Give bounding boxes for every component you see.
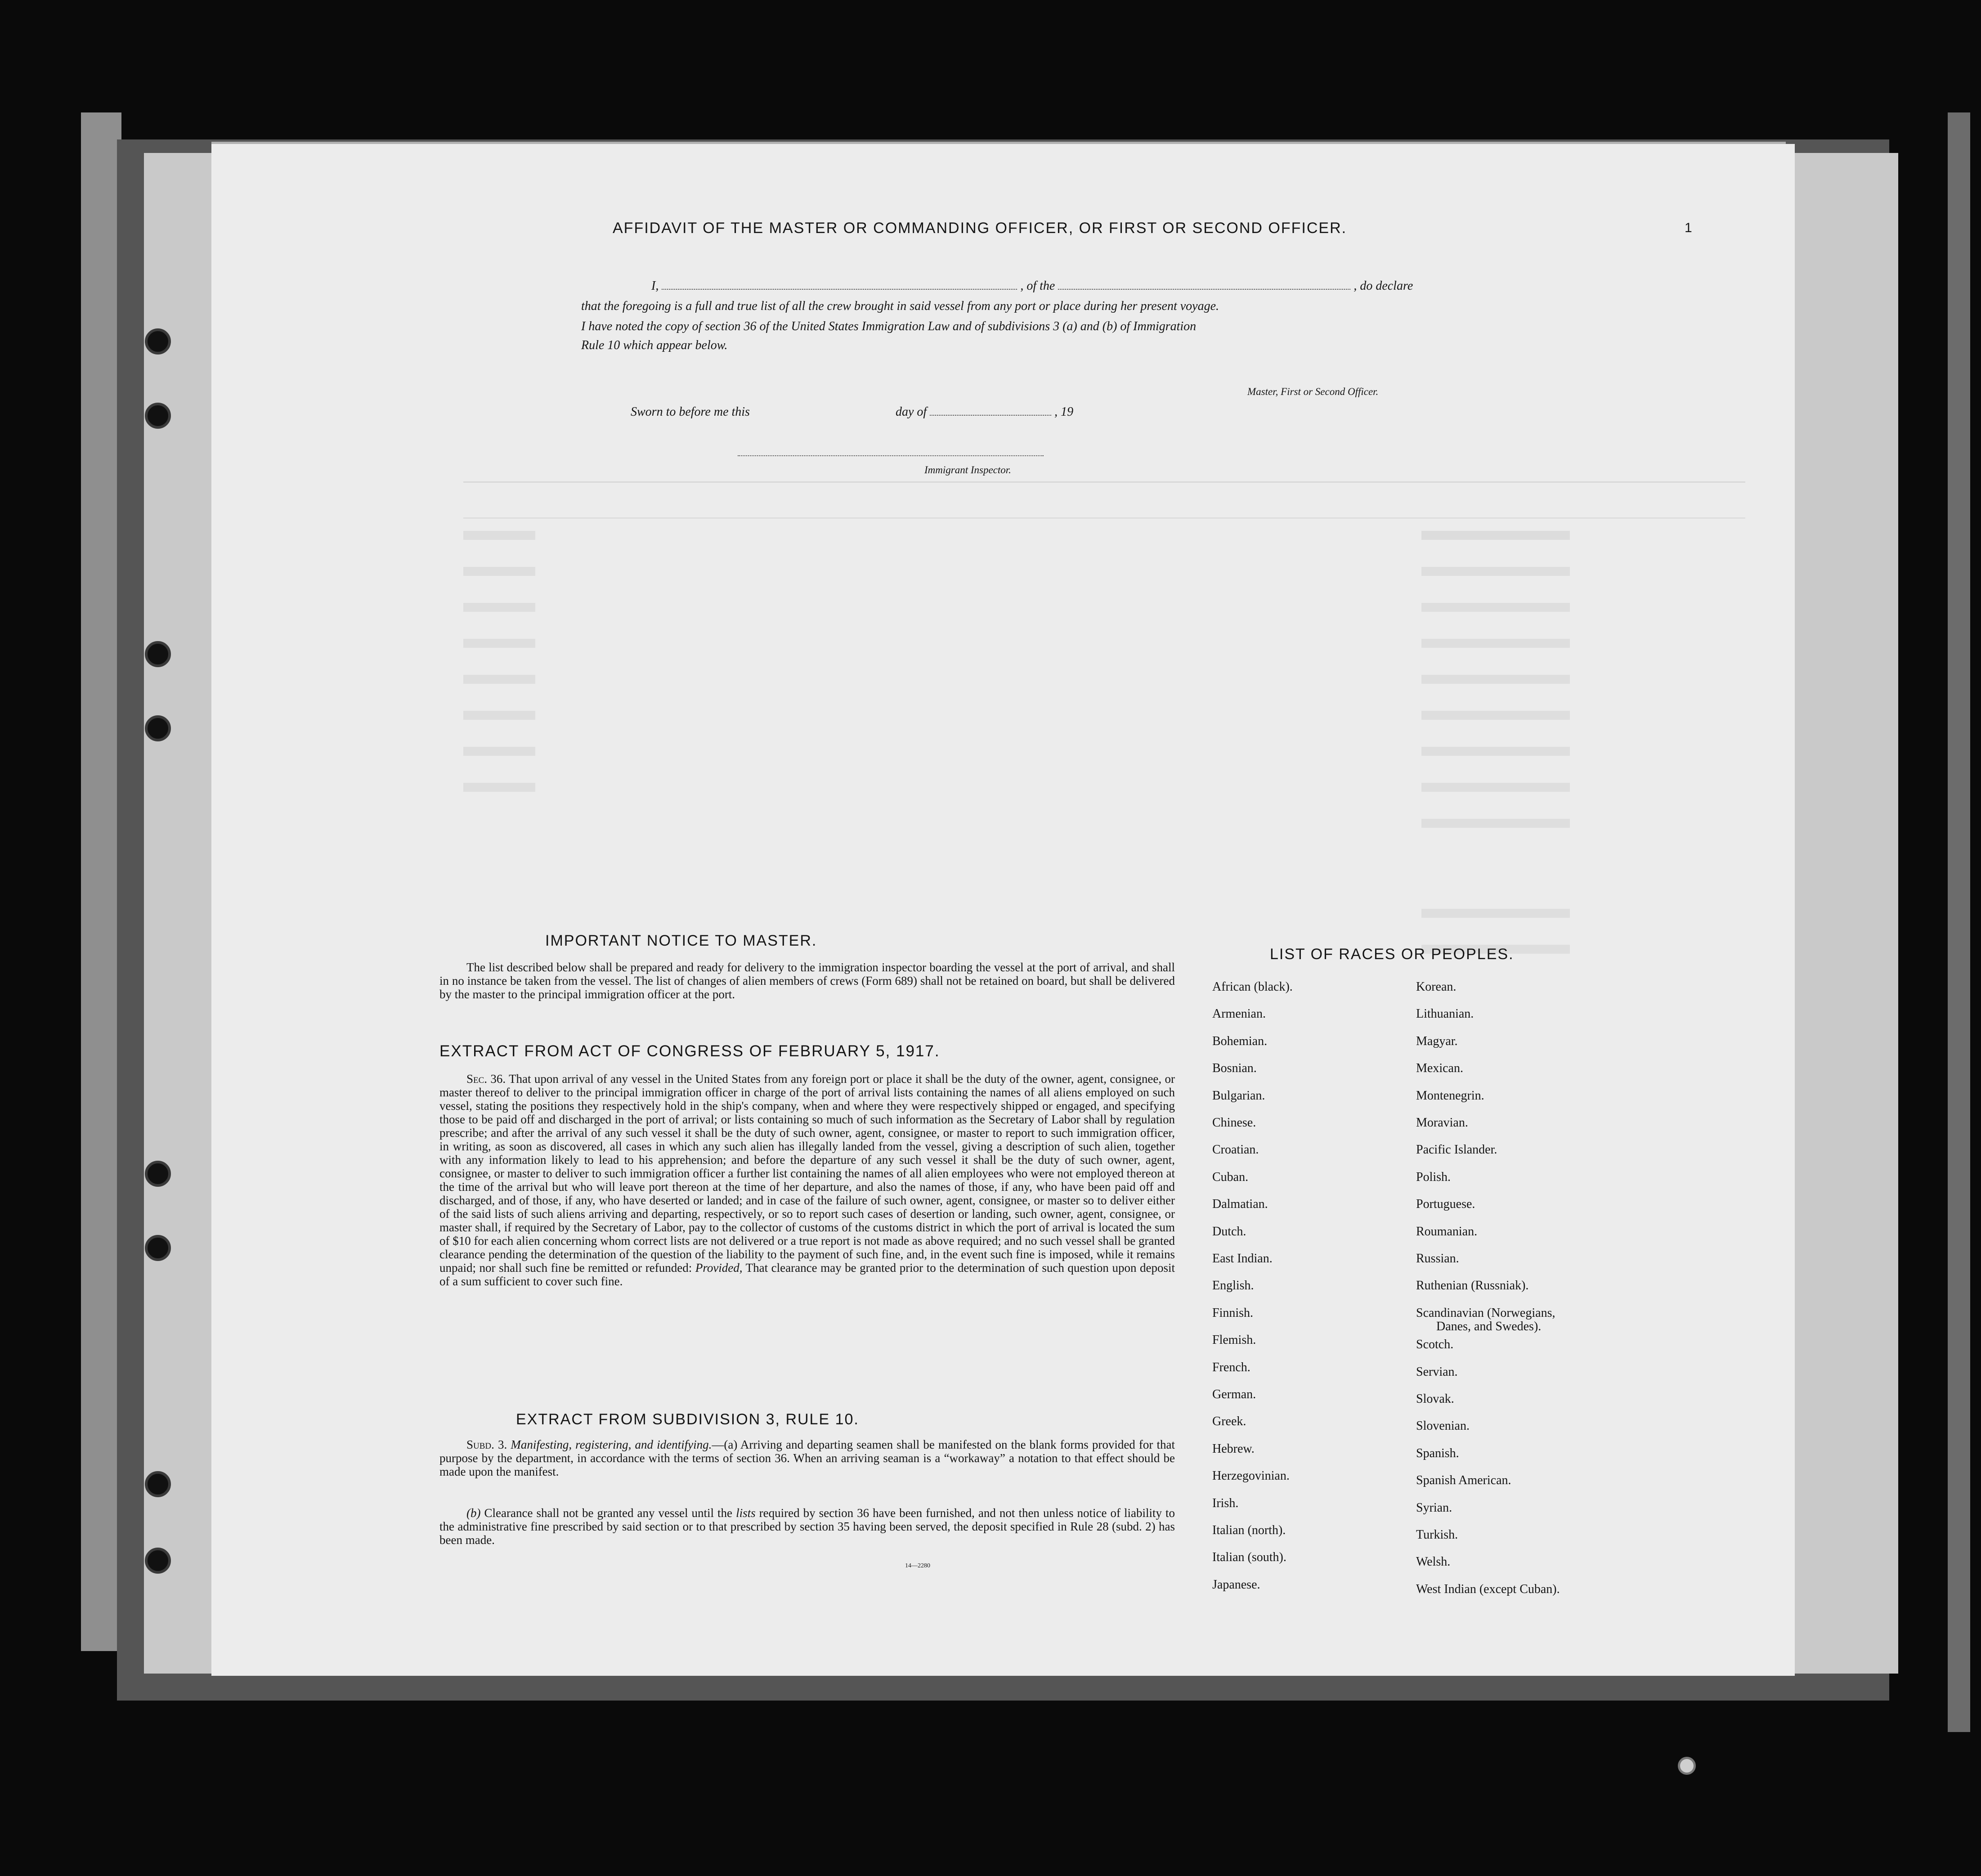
subd-para-a: —(a) Arriving and departing seamen shall be manifested on the blank forms provided for that purpose by the department, in accordance with the terms of section 36. When an arriving seaman is a “workaway” a notation to that effect should be made upon the manifest.	[439, 1438, 1175, 1478]
race-item: Cuban.	[1212, 1170, 1249, 1184]
race-item: Spanish American.	[1416, 1473, 1511, 1488]
binder-hole	[145, 403, 171, 429]
race-item: Korean.	[1416, 980, 1457, 994]
races-title: LIST OF RACES OR PEOPLES.	[1270, 946, 1514, 963]
race-item: Irish.	[1212, 1496, 1239, 1510]
races-left-column	[1212, 980, 1401, 1592]
race-item: Mexican.	[1416, 1061, 1463, 1076]
race-item: Chinese.	[1212, 1116, 1256, 1130]
race-item: Moravian.	[1416, 1116, 1468, 1130]
affidavit-i: I,	[651, 279, 659, 293]
race-item: Dalmatian.	[1212, 1197, 1268, 1212]
affidavit-declare: , do declare	[1354, 279, 1413, 293]
race-item: Croatian.	[1212, 1143, 1259, 1157]
notice-title: IMPORTANT NOTICE TO MASTER.	[545, 932, 817, 949]
race-item: Slovenian.	[1416, 1419, 1470, 1433]
subd-label: Subd. 3.	[466, 1438, 507, 1451]
notice-text: The list described below shall be prepared and ready for delivery to the immigration inspector boarding the vessel at the port of arrival, and shall in no instance be taken from the vessel. The list of changes of alien members of crews (Form 689) shall not be retained on board, but shall be delivered by the master to the principal immigration officer at the port.	[439, 960, 1175, 1001]
race-item: Spanish.	[1416, 1446, 1459, 1460]
rule-extract-para-a	[439, 1438, 1175, 1478]
vessel-blank	[1058, 289, 1350, 290]
day-of-text: day of	[895, 405, 927, 419]
race-item: West Indian (except Cuban).	[1416, 1582, 1560, 1596]
race-item: Lithuanian.	[1416, 1007, 1474, 1021]
race-item: French.	[1212, 1360, 1250, 1374]
race-item: Portuguese.	[1416, 1197, 1475, 1212]
race-item: Syrian.	[1416, 1500, 1452, 1515]
race-item: Flemish.	[1212, 1333, 1256, 1347]
races-right-column	[1416, 980, 1668, 1596]
act-extract-body	[439, 1072, 1175, 1288]
race-item: German.	[1212, 1387, 1256, 1401]
race-item: Turkish.	[1416, 1528, 1458, 1542]
affidavit-line-1	[651, 279, 1413, 293]
affidavit-line-4: Rule 10 which appear below.	[581, 338, 728, 352]
month-blank	[930, 415, 1051, 416]
race-item: Montenegrin.	[1416, 1088, 1484, 1103]
binder-hole	[145, 1548, 171, 1574]
race-item: East Indian.	[1212, 1252, 1273, 1266]
name-blank	[662, 289, 1017, 290]
race-item: Scandinavian (Norwegians,	[1416, 1306, 1555, 1320]
sworn-line	[631, 405, 1073, 419]
race-item: Scotch.	[1416, 1337, 1454, 1352]
race-item: Bulgarian.	[1212, 1088, 1265, 1103]
master-signature-caption: Master, First or Second Officer.	[1247, 386, 1379, 397]
affidavit-line-3: I have noted the copy of section 36 of the United States Immigration Law and of subdivisions 3 (a) and (b) of Immigration	[581, 319, 1197, 333]
race-item: Ruthenian (Russniak).	[1416, 1279, 1529, 1293]
binder-hole	[145, 715, 171, 741]
sec-text: That upon arrival of any vessel in the United States from any foreign port or place it shall be the duty of the owner, agent, consignee, or master thereof to deliver to the principal immigration officer in charge of the port of arrival lists containing the names of all aliens employed on such vessel, stating the positions they respectively hold in the ship's company, when and where they were respectively shipped or engaged, and specifying those to be paid off and discharged in the port of arrival; or lists containing so much of such information as the Secretary of Labor shall by regulation prescribe; and after the arrival of any such vessel it shall be the duty of such owner, agent, consignee, or master to report to such immigration officer, in writing, as soon as discovered, all cases in which any such alien has illegally landed from the vessel, giving a description of such alien, together with any information likely to lead to his apprehension; and before the departure of any such vessel it shall be the duty of such owner, agent, consignee, or master to deliver to such immigration officer a further list containing the names of all alien employees who were not employed thereon at the time of the arrival but who will leave port thereon at the time of her departure, and also the names of those, if any, who have been paid off and discharged, and of those, if any, who have deserted or landed; and in case of the failure of such owner, agent, consignee, or master so to deliver either of the said lists of such aliens arriving and departing, respectively, or so to report such cases of desertion or landing, such owner, agent, consignee, or master shall, if required by the Secretary of Labor, pay to the collector of customs of the customs district in which the port of arrival is located the sum of $10 for each alien concerning whom correct lists are not delivered or a true report is not made as above required; and no such vessel shall be granted clearance pending the determination of the question of the liability to the payment of such fine, and, in the event such fine is imposed, while it remains unpaid; nor shall such fine be remitted or refunded:	[439, 1072, 1175, 1275]
subd-heading: Manifesting, registering, and identifying.	[511, 1438, 712, 1451]
race-item: English.	[1212, 1279, 1254, 1293]
affidavit-line-2: that the foregoing is a full and true list of all the crew brought in said vessel from any port or place during her present voyage.	[581, 299, 1219, 313]
para-b-label: (b)	[466, 1506, 481, 1520]
binder-strip-right	[1948, 112, 1970, 1732]
binder-strip-left	[81, 112, 121, 1651]
binder-hole	[1678, 1757, 1696, 1775]
race-item: Hebrew.	[1212, 1441, 1255, 1456]
race-item: Bosnian.	[1212, 1061, 1257, 1076]
race-item: Armenian.	[1212, 1007, 1266, 1021]
para-b-text-2: required by section 36 have been furnished, and not then unless notice of liability to the administrative fine prescribed by said section or to that prescribed by section 35 having been served, the deposit specified in Rule 28 (subd. 2) has been made.	[439, 1506, 1175, 1547]
provided-word: Provided,	[695, 1261, 743, 1275]
race-item: Pacific Islander.	[1416, 1143, 1497, 1157]
binder-hole	[145, 1161, 171, 1187]
race-item: Dutch.	[1212, 1224, 1246, 1239]
race-item: Russian.	[1416, 1252, 1459, 1266]
binder-hole	[145, 328, 171, 355]
race-item: Greek.	[1212, 1414, 1246, 1429]
year-text: , 19	[1054, 405, 1074, 419]
race-item: Slovak.	[1416, 1392, 1454, 1406]
race-item: Italian (north).	[1212, 1523, 1286, 1537]
binder-hole	[145, 641, 171, 667]
affidavit-title: AFFIDAVIT OF THE MASTER OR COMMANDING OFFICER, OR FIRST OR SECOND OFFICER.	[613, 220, 1347, 237]
race-item: Danes, and Swedes).	[1436, 1319, 1542, 1333]
race-item: Finnish.	[1212, 1306, 1254, 1320]
race-item: Servian.	[1416, 1364, 1458, 1379]
para-b-lists: lists	[736, 1506, 756, 1520]
affidavit-page	[211, 144, 1795, 1676]
race-item: Welsh.	[1416, 1555, 1451, 1569]
binder-hole	[145, 1471, 171, 1497]
sec-text-end: That clearance may be granted prior to the determination of such question upon deposit of a sum sufficient to cover such fine.	[439, 1261, 1175, 1288]
inspector-signature-line	[738, 455, 1044, 456]
race-item: Italian (south).	[1212, 1550, 1286, 1565]
rule-extract-title: EXTRACT FROM SUBDIVISION 3, RULE 10.	[516, 1411, 859, 1428]
race-item: Herzegovinian.	[1212, 1469, 1290, 1483]
race-item: Japanese.	[1212, 1577, 1260, 1592]
affidavit-of-the: , of the	[1020, 279, 1055, 293]
race-item: Magyar.	[1416, 1034, 1458, 1048]
race-item: African (black).	[1212, 980, 1293, 994]
act-extract-title: EXTRACT FROM ACT OF CONGRESS OF FEBRUARY 5, 1917.	[439, 1042, 940, 1060]
para-b-text-1: Clearance shall not be granted any vessel until the	[484, 1506, 733, 1520]
page-corner-mark: 1	[1685, 220, 1692, 235]
race-item: Roumanian.	[1416, 1224, 1478, 1239]
day-blank	[753, 415, 892, 416]
sec-label: Sec. 36.	[466, 1072, 506, 1086]
inspector-caption: Immigrant Inspector.	[924, 464, 1011, 476]
sworn-text: Sworn to before me this	[631, 405, 750, 419]
notice-body	[439, 960, 1175, 1001]
rule-extract-para-b	[439, 1506, 1175, 1547]
form-number: 14—2280	[905, 1562, 930, 1569]
binder-hole	[145, 1235, 171, 1261]
race-item: Bohemian.	[1212, 1034, 1268, 1048]
race-item: Polish.	[1416, 1170, 1451, 1184]
